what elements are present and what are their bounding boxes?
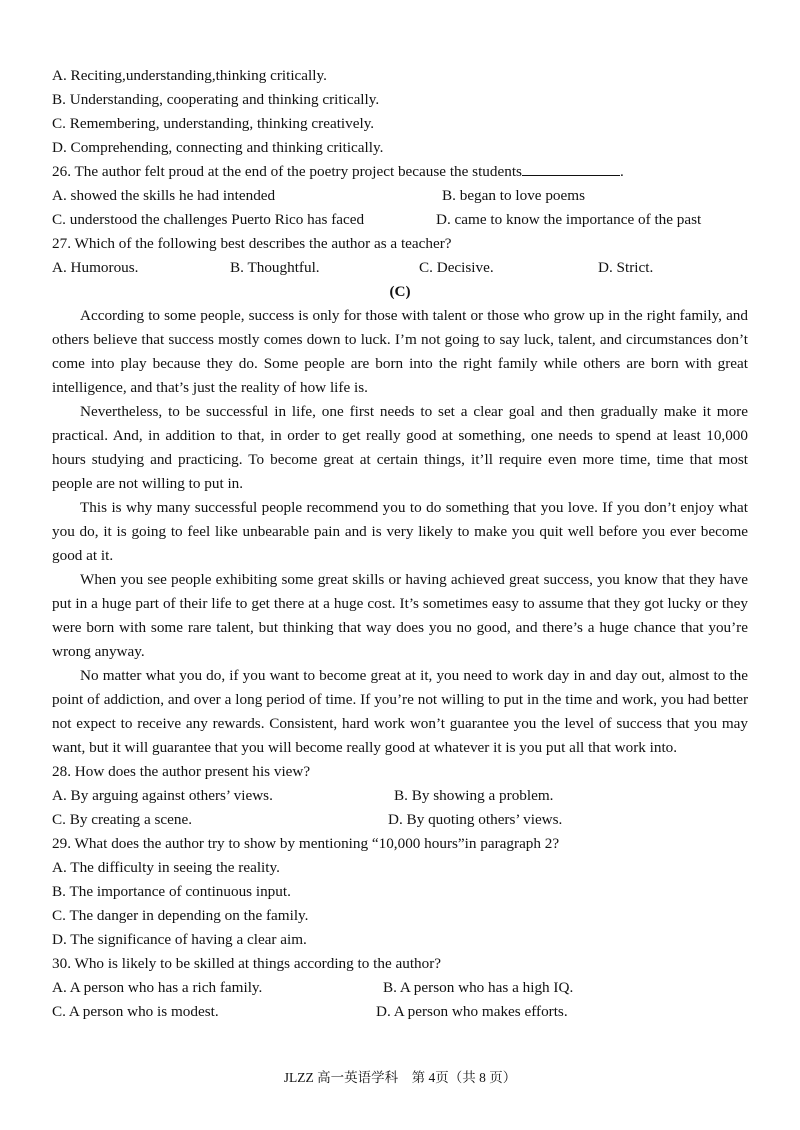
q25-option-d: D. Comprehending, connecting and thinking critically. (52, 139, 384, 156)
q30-stem: 30. Who is likely to be skilled at things according to the author? (52, 955, 442, 972)
q27-option-d: D. Strict. (598, 259, 654, 276)
q28-options-row-1 (52, 784, 748, 808)
q28-option-c: C. By creating a scene. (52, 811, 193, 828)
q25-option-b: B. Understanding, cooperating and thinking critically. (52, 91, 380, 108)
q29-stem: 29. What does the author try to show by mentioning “10,000 hours”in paragraph 2? (52, 835, 560, 852)
passage-paragraph-4: When you see people exhibiting some great skills or having achieved great success, you know that they have put in a huge part of their life to get there at a huge cost. It’s sometimes easy to assume that they got lucky or they were born with some rare talent, but thinking that way does you no good, and there’s a huge chance that you’re wrong anyway. (52, 571, 748, 660)
q28-options-row-2 (52, 808, 748, 832)
q26-question (52, 160, 748, 184)
q27-stem: 27. Which of the following best describes the author as a teacher? (52, 235, 452, 252)
q28-option-b: B. By showing a problem. (394, 787, 554, 804)
q27-option-a: A. Humorous. (52, 259, 139, 276)
q28-stem: 28. How does the author present his view? (52, 763, 311, 780)
q29-option-d: D. The significance of having a clear aim. (52, 931, 307, 948)
q30-option-a: A. A person who has a rich family. (52, 979, 263, 996)
q25-option-a: A. Reciting,understanding,thinking critically. (52, 67, 327, 84)
q26-option-c: C. understood the challenges Puerto Rico has faced (52, 211, 365, 228)
passage-paragraph-3: This is why many successful people recommend you to do something that you love. If you don’t enjoy what you do, it is going to feel like unbearable pain and is very likely to make you quit well before you ever become good at it. (52, 499, 748, 564)
exam-page (52, 64, 748, 1024)
q28-option-a: A. By arguing against others’ views. (52, 787, 273, 804)
answer-blank (522, 160, 620, 176)
q30-option-c: C. A person who is modest. (52, 1003, 219, 1020)
q29-option-a: A. The difficulty in seeing the reality. (52, 859, 280, 876)
passage-paragraph-1: According to some people, success is only for those with talent or those who grow up in the right family, and others believe that success mostly comes down to luck. I’m not going to say luck, talent, and circumstances don’t come into play because they do. Some people are born into the right family while others are born with great intelligence, and that’s just the reality of how life is. (52, 307, 748, 396)
q30-option-b: B. A person who has a high IQ. (383, 979, 574, 996)
q30-option-d: D. A person who makes efforts. (376, 1003, 568, 1020)
q26-option-b: B. began to love poems (442, 187, 585, 204)
q26-option-a: A. showed the skills he had intended (52, 187, 276, 204)
q26-options-row-1 (52, 184, 748, 208)
passage-paragraph-2: Nevertheless, to be successful in life, one first needs to set a clear goal and then gradually make it more practical. And, in addition to that, in order to get really good at something, one needs to spend at least 10,000 hours studying and practicing. To become great at certain things, it’ll require even more time, time that most people are not willing to put in. (52, 403, 748, 492)
q25-option-c: C. Remembering, understanding, thinking creatively. (52, 115, 375, 132)
q29-option-b: B. The importance of continuous input. (52, 883, 291, 900)
page-footer: JLZZ 高一英语学科 第 4页（共 8 页） (283, 1070, 517, 1085)
q26-options-row-2 (52, 208, 748, 232)
q26-stem: 26. The author felt proud at the end of the poetry project because the students (52, 163, 522, 180)
q27-option-b: B. Thoughtful. (230, 259, 320, 276)
passage-paragraph-5: No matter what you do, if you want to become great at it, you need to work day in and day out, almost to the point of addiction, and over a long period of time. If you’re not willing to put in the time and work, you had better not expect to receive any rewards. Consistent, hard work won’t guarantee you the level of success that you may want, but it will guarantee that you will become really good at whatever it is you put all that work into. (52, 667, 748, 756)
q28-option-d: D. By quoting others’ views. (388, 811, 563, 828)
section-title: (C) (389, 283, 411, 300)
q27-options-row (52, 256, 748, 280)
q27-option-c: C. Decisive. (419, 259, 494, 276)
q26-option-d: D. came to know the importance of the past (436, 211, 702, 228)
q30-options-row-2 (52, 1000, 748, 1024)
q26-stem-tail: . (619, 163, 624, 180)
q29-option-c: C. The danger in depending on the family. (52, 907, 309, 924)
q30-options-row-1 (52, 976, 748, 1000)
